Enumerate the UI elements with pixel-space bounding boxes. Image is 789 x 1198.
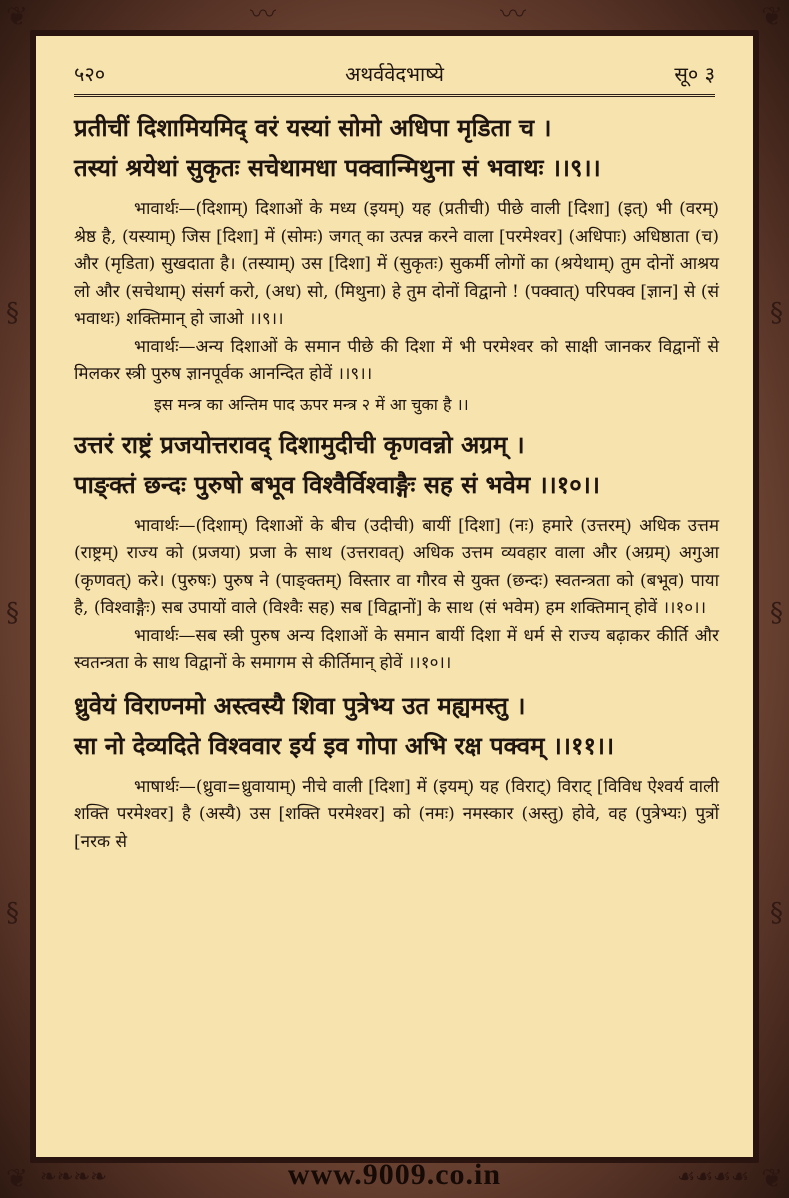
bhavartha-10: भावार्थः—सब स्त्री पुरुष अन्य दिशाओं के समान बायीं दिशा में धर्म से राज्य बढ़ाकर कीर्ति और स्वतन्त्रता के साथ विद्वानों के समागम से कीर्तिमान् होवें ।।१०।। (74, 625, 719, 673)
side-ornament-icon: § (6, 898, 19, 928)
footer-ornament-icon: ☙☙☙☙ (677, 1164, 749, 1188)
padartha-11: भाषार्थः—(ध्रुवा=ध्रुवायाम्) नीचे वाली [दिशा] में (इयम्) यह (विराट्) विराट् [विविध ऐश्वर्य वाली शक्ति परमेश्वर] है (अस्यै) उस [शक्ति परमेश्वर] को (नमः) नमस्कार (अस्तु) होवे, वह (पुत्रेभ्यः) पुत्रों [नरक से (74, 776, 719, 852)
page-header (74, 60, 715, 90)
mantra-11-line-2: सा नो देव्यदिते विश्ववार इर्य इव गोपा अभि रक्ष पक्वम् ।।११।। (74, 730, 615, 760)
bhavartha-9: भावार्थः—अन्य दिशाओं के समान पीछे की दिशा में भी परमेश्वर को साक्षी जानकर विद्वानों से मिलकर स्त्री पुरुष ज्ञानपूर्वक आनन्दित होवें ।।९।। (74, 336, 719, 384)
top-ornament-icon: 〰 (250, 0, 277, 30)
side-ornament-icon: § (770, 298, 783, 328)
book-title: अथर्ववेदभाष्ये (345, 62, 444, 86)
side-ornament-icon: § (6, 298, 19, 328)
side-ornament-icon: § (6, 598, 19, 628)
mantra-10-line-1: उत्तरं राष्ट्रं प्रजयोत्तरावद् दिशामुदीची कृणवन्नो अग्रम् । (74, 429, 525, 459)
page-content (74, 108, 719, 856)
top-ornament-icon: 〰 (500, 0, 527, 30)
mantra-9-line-1: प्रतीचीं दिशामियमिद् वरं यस्यां सोमो अधिपा मृडिता च । (74, 113, 552, 142)
page-number: ५२० (74, 62, 106, 86)
mantra-10-line-2: पाङ्क्तं छन्दः पुरुषो बभूव विश्वैर्विश्वाङ्गैः सह सं भवेम ।।१०।। (74, 469, 600, 499)
mantra-9-line-2: तस्यां श्रयेथां सुकृतः सचेथामधा पक्वान्मिथुना सं भवाथः ।।९।। (74, 153, 601, 182)
header-rule (74, 94, 715, 97)
side-ornament-icon: § (770, 598, 783, 628)
book-page (36, 36, 753, 1157)
corner-ornament-icon: ❦ (761, 1164, 783, 1194)
side-ornament-icon: § (770, 898, 783, 928)
corner-ornament-icon: ❦ (6, 2, 28, 32)
footer-website[interactable]: www.9009.co.in (287, 1158, 502, 1191)
padartha-10: भावार्थः—(दिशाम्) दिशाओं के बीच (उदीची) बायीं [दिशा] (नः) हमारे (उत्तरम्) अधिक उत्तम (राष्ट्रम्) राज्य को (प्रजया) प्रजा के साथ (उत्तरावत्) अधिक उत्तम व्यवहार वाला और (अग्रम्) अगुआ (कृणवत्) करे। (पुरुषः) पुरुष ने (पाङ्क्तम्) विस्तार वा गौरव से युक्त (छन्दः) स्वतन्त्रता को (बभूव) पाया है, (विश्वाङ्गैः) सब उपायों वाले (विश्वैः सह) सब [विद्वानों] के साथ (सं भवेम) हम शक्तिमान् होवें ।।१०।। (74, 515, 719, 618)
padartha-9: भावार्थः—(दिशाम्) दिशाओं के मध्य (इयम्) यह (प्रतीची) पीछे वाली [दिशा] (इत्) भी (वरम्) श्रेष्ठ है, (यस्याम्) जिस [दिशा] में (सोमः) जगत् का उत्पन्न करने वाला [परमेश्वर] (अधिपाः) अधिष्ठाता (च) और (मृडिता) सुखदाता है। (तस्याम्) उस [दिशा] में (सुकृतः) सुकर्मी लोगों का (श्रयेथाम्) तुम दोनों आश्रय लो और (सचेथाम्) संसर्ग करो, (अध) सो, (मिथुना) हे तुम दोनों विद्वानो ! (पक्वात्) परिपक्व [ज्ञान] से (सं भवाथः) शक्तिमान् हो जाओ ।।९।। (74, 199, 719, 329)
footer-ornament-icon: ❧❧❧❧ (40, 1164, 108, 1188)
mantra-11-line-1: ध्रुवेयं विराण्नमो अस्त्वस्यै शिवा पुत्रेभ्य उत मह्यमस्तु । (74, 690, 526, 720)
sukta-number: सू० ३ (674, 62, 715, 86)
note-9: इस मन्त्र का अन्तिम पाद ऊपर मन्त्र २ में आ चुका है ।। (154, 394, 469, 414)
corner-ornament-icon: ❦ (6, 1164, 28, 1194)
corner-ornament-icon: ❦ (761, 2, 783, 32)
